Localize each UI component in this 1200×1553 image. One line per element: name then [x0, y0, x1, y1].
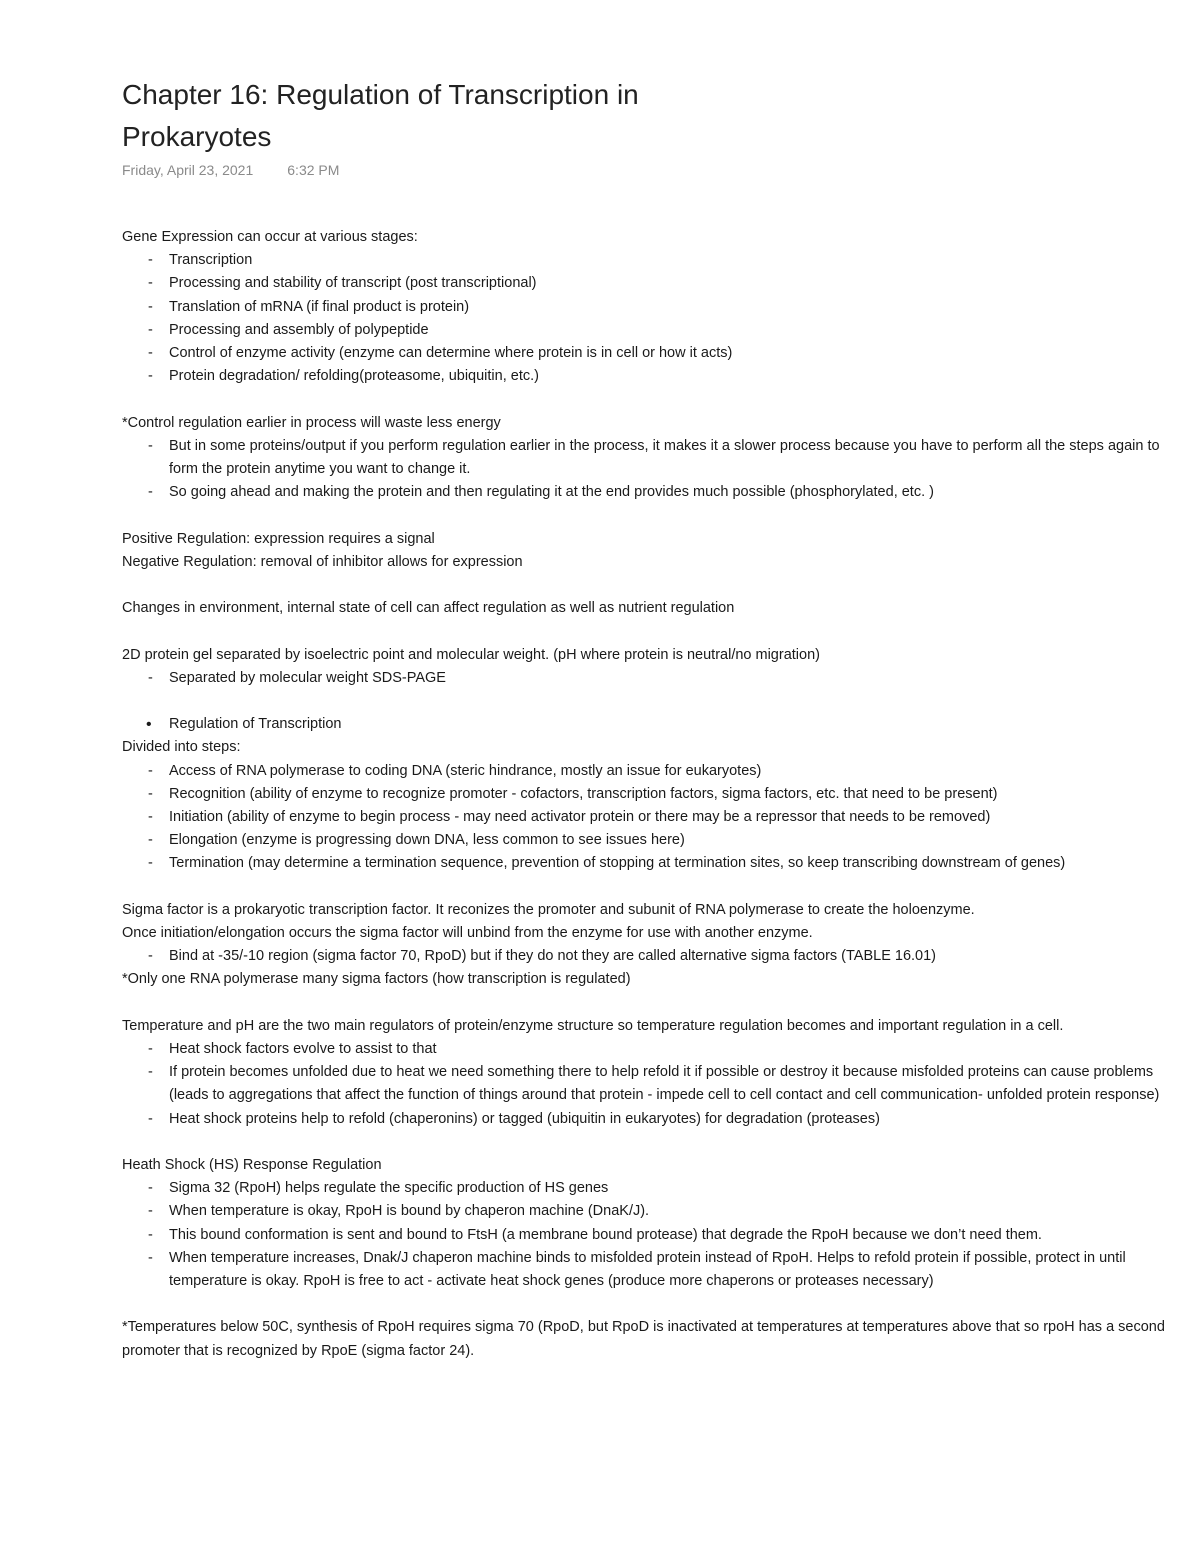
- transcription-steps-list: [122, 760, 1188, 876]
- list-item: - Translation of mRNA (if final product is protein): [122, 296, 1188, 319]
- heat-shock-list: [122, 1038, 1188, 1131]
- list-item: - Separated by molecular weight SDS-PAGE: [122, 667, 1188, 690]
- list-item: - Processing and stability of transcript (post transcriptional): [122, 272, 1188, 295]
- note-metadata: [122, 162, 762, 178]
- list-item: - This bound conformation is sent and bound to FtsH (a membrane bound protease) that degrade the RpoH because we don’t need them.: [122, 1224, 1188, 1247]
- list-item: - Elongation (enzyme is progressing down DNA, less common to see issues here): [122, 829, 1188, 852]
- list-item: - Transcription: [122, 249, 1188, 272]
- list-item: - Bind at -35/-10 region (sigma factor 70, RpoD) but if they do not they are called alternative sigma factors (TABLE 16.01): [122, 945, 1188, 968]
- list-item: - Heat shock factors evolve to assist to that: [122, 1038, 1188, 1061]
- list-item: - Recognition (ability of enzyme to recognize promoter - cofactors, transcription factors, sigma factors, etc. that need to be present): [122, 783, 1188, 806]
- list-item: - Termination (may determine a termination sequence, prevention of stopping at termination sites, so keep transcribing downstream of genes): [122, 852, 1188, 875]
- list-item: - Sigma 32 (RpoH) helps regulate the specific production of HS genes: [122, 1177, 1188, 1200]
- hs-response-heading: Heath Shock (HS) Response Regulation: [122, 1157, 382, 1173]
- control-regulation-list: [122, 435, 1188, 505]
- list-item: - When temperature is okay, RpoH is bound by chaperon machine (DnaK/J).: [122, 1200, 1188, 1223]
- control-regulation-note: *Control regulation earlier in process will waste less energy: [122, 414, 501, 431]
- list-item: - Protein degradation/ refolding(proteasome, ubiquitin, etc.): [122, 365, 1188, 388]
- protein-gel-list: [122, 667, 1188, 690]
- temperature-ph-text: Temperature and pH are the two main regulators of protein/enzyme structure so temperature regulation becomes and important regulation in a cell.: [122, 1017, 1064, 1034]
- list-item: - Processing and assembly of polypeptide: [122, 319, 1188, 342]
- divided-steps-intro: Divided into steps:: [122, 739, 241, 756]
- gene-expression-stages-list: [122, 249, 1188, 388]
- sigma-factor-unbind-text: Once initiation/elongation occurs the sigma factor will unbind from the enzyme for use with another enzyme.: [122, 925, 813, 941]
- rna-polymerase-note: *Only one RNA polymerase many sigma factors (how transcription is regulated): [122, 971, 631, 988]
- sigma-factor-list: [122, 945, 1188, 968]
- list-item: - Heat shock proteins help to refold (chaperonins) or tagged (ubiquitin in eukaryotes) for degradation (proteases): [122, 1108, 1188, 1131]
- environment-changes-text: Changes in environment, internal state of cell can affect regulation as well as nutrient regulation: [122, 600, 735, 617]
- list-item: - Access of RNA polymerase to coding DNA (steric hindrance, mostly an issue for eukaryotes): [122, 760, 1188, 783]
- list-item: - Control of enzyme activity (enzyme can determine where protein is in cell or how it acts): [122, 342, 1188, 365]
- regulation-of-transcription-heading: • Regulation of Transcription: [122, 713, 1188, 736]
- hs-response-list: [122, 1177, 1188, 1293]
- list-item: - If protein becomes unfolded due to heat we need something there to help refold it if possible or destroy it because misfolded proteins can cause problems (leads to aggregations that affect the function of things around that protein - impede cell to cell contact and cell communication- unfolded protein response): [122, 1061, 1188, 1107]
- note-header: [122, 74, 762, 178]
- temperature-rpoh-note: *Temperatures below 50C, synthesis of RpoH requires sigma 70 (RpoD, but RpoD is inactivated at temperatures at temperatures above that so rpoH has a second promoter that is recognized by RpoE (sigma factor 24).: [122, 1319, 1165, 1359]
- note-date: Friday, April 23, 2021: [122, 162, 254, 178]
- sigma-factor-text: Sigma factor is a prokaryotic transcription factor. It reconizes the promoter and subunit of RNA polymerase to create the holoenzyme.: [122, 901, 975, 918]
- negative-regulation: Negative Regulation: removal of inhibitor allows for expression: [122, 553, 523, 570]
- note-time: 6:32 PM: [287, 162, 340, 178]
- gene-expression-intro: Gene Expression can occur at various stages:: [122, 229, 418, 245]
- list-item: - Initiation (ability of enzyme to begin process - may need activator protein or there may be a repressor that needs to be removed): [122, 806, 1188, 829]
- positive-regulation: Positive Regulation: expression requires a signal: [122, 530, 435, 547]
- regulation-bullet-list: [122, 713, 1188, 736]
- list-item: - But in some proteins/output if you perform regulation earlier in the process, it makes it a slower process because you have to perform all the steps again to form the protein anytime you want to change it.: [122, 435, 1188, 481]
- list-item: - When temperature increases, Dnak/J chaperon machine binds to misfolded protein instead of RpoH. Helps to refold protein if possible, protect in until temperature is okay. RpoH is free to act - activate heat shock genes (produce more chaperons or proteases necessary): [122, 1247, 1188, 1293]
- page-title[interactable]: Chapter 16: Regulation of Transcription in Prokaryotes: [122, 79, 639, 152]
- note-body[interactable]: [122, 226, 1188, 1363]
- list-item: - So going ahead and making the protein and then regulating it at the end provides much possible (phosphorylated, etc. ): [122, 481, 1188, 504]
- protein-gel-text: 2D protein gel separated by isoelectric point and molecular weight. (pH where protein is neutral/no migration): [122, 646, 820, 663]
